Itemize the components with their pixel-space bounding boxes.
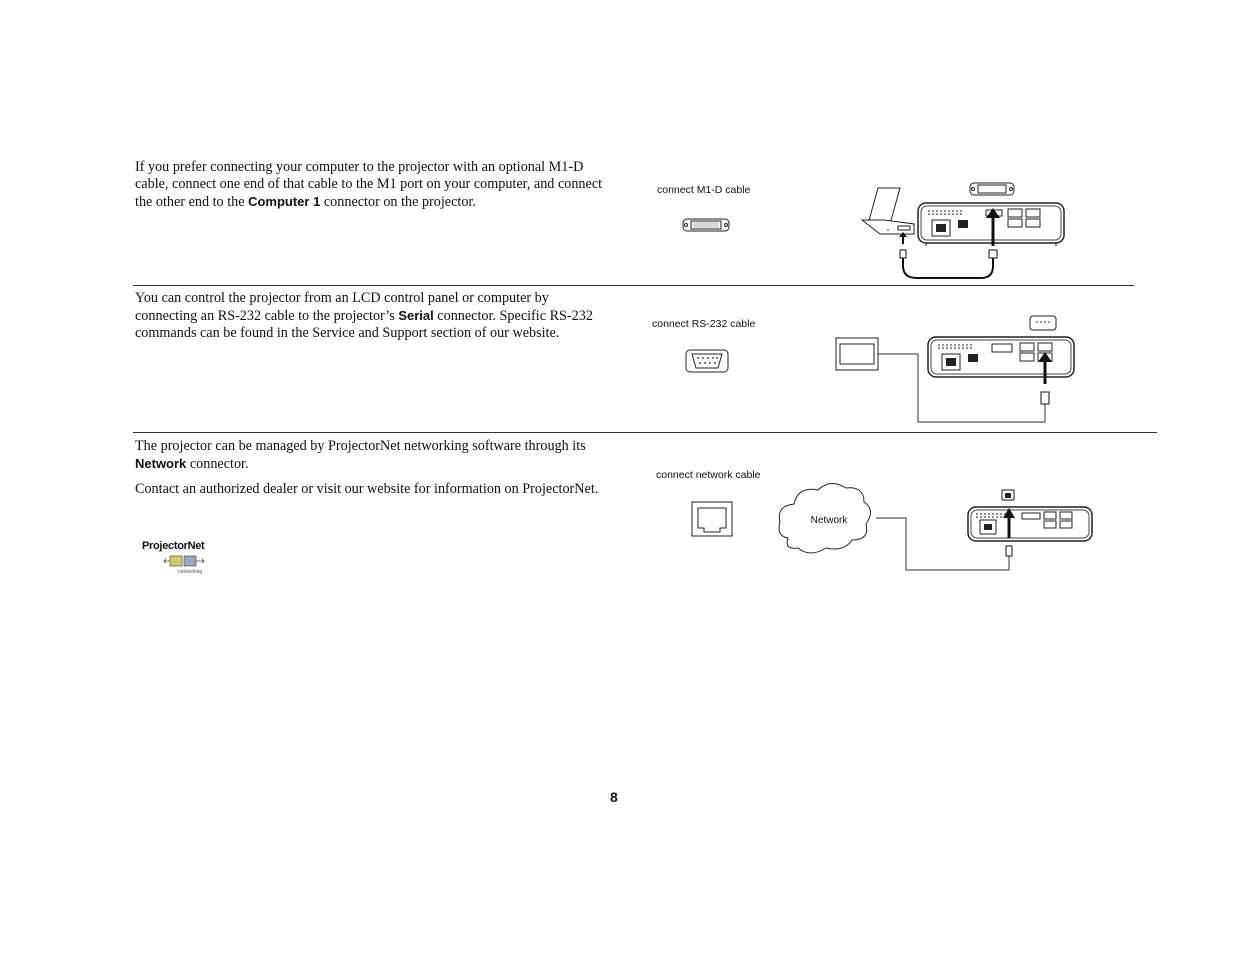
m1d-connection-diagram — [680, 180, 1100, 285]
serial-connector-top-icon — [1030, 316, 1056, 330]
projectornet-logo — [142, 540, 222, 580]
section-divider — [133, 285, 1134, 286]
m1d-connector-icon — [683, 219, 729, 231]
paragraph-projectornet: Contact an authorized dealer or visit our website for information on ProjectorNet. — [135, 481, 599, 497]
laptop-icon — [862, 188, 914, 234]
bold-serial: Serial — [398, 308, 434, 323]
logo-subtitle: networking — [178, 569, 203, 575]
section-divider — [133, 432, 1157, 433]
paragraph-network: The projector can be managed by ProjectorNet networking software through its Network connector. — [135, 438, 586, 472]
paragraph-m1d: If you prefer connecting your computer to the projector with an optional M1-D cable, connect one end of that cable to the M1 port on your computer, and connect the other end to the Computer 1 connector on the projector. — [135, 159, 603, 210]
paragraph-rs232: You can control the projector from an LCD control panel or computer by connecting an RS-232 cable to the projector’s Serial connector. Specific RS-232 commands can be found in the Service and Support section of our website. — [135, 290, 593, 341]
projector-icon — [968, 507, 1092, 541]
page-number: 8 — [610, 789, 618, 805]
caption-rs232: connect RS-232 cable — [652, 318, 756, 330]
m1d-connector-top-icon — [970, 183, 1014, 195]
projector-icon — [928, 337, 1074, 377]
network-connection-diagram — [680, 480, 1100, 575]
serial-connector-icon — [686, 350, 728, 372]
rs232-connection-diagram — [680, 312, 1100, 427]
network-cloud-label: Network — [810, 515, 848, 526]
lcd-panel-icon — [836, 338, 878, 370]
logo-title: ProjectorNet — [142, 540, 205, 552]
bold-network: Network — [135, 456, 187, 471]
caption-network: connect network cable — [656, 469, 761, 481]
rj45-top-icon — [1002, 490, 1014, 500]
projector-icon — [918, 203, 1064, 246]
rj45-port-icon — [692, 502, 732, 536]
caption-m1d: connect M1-D cable — [657, 184, 751, 196]
bold-computer1: Computer 1 — [248, 194, 321, 209]
